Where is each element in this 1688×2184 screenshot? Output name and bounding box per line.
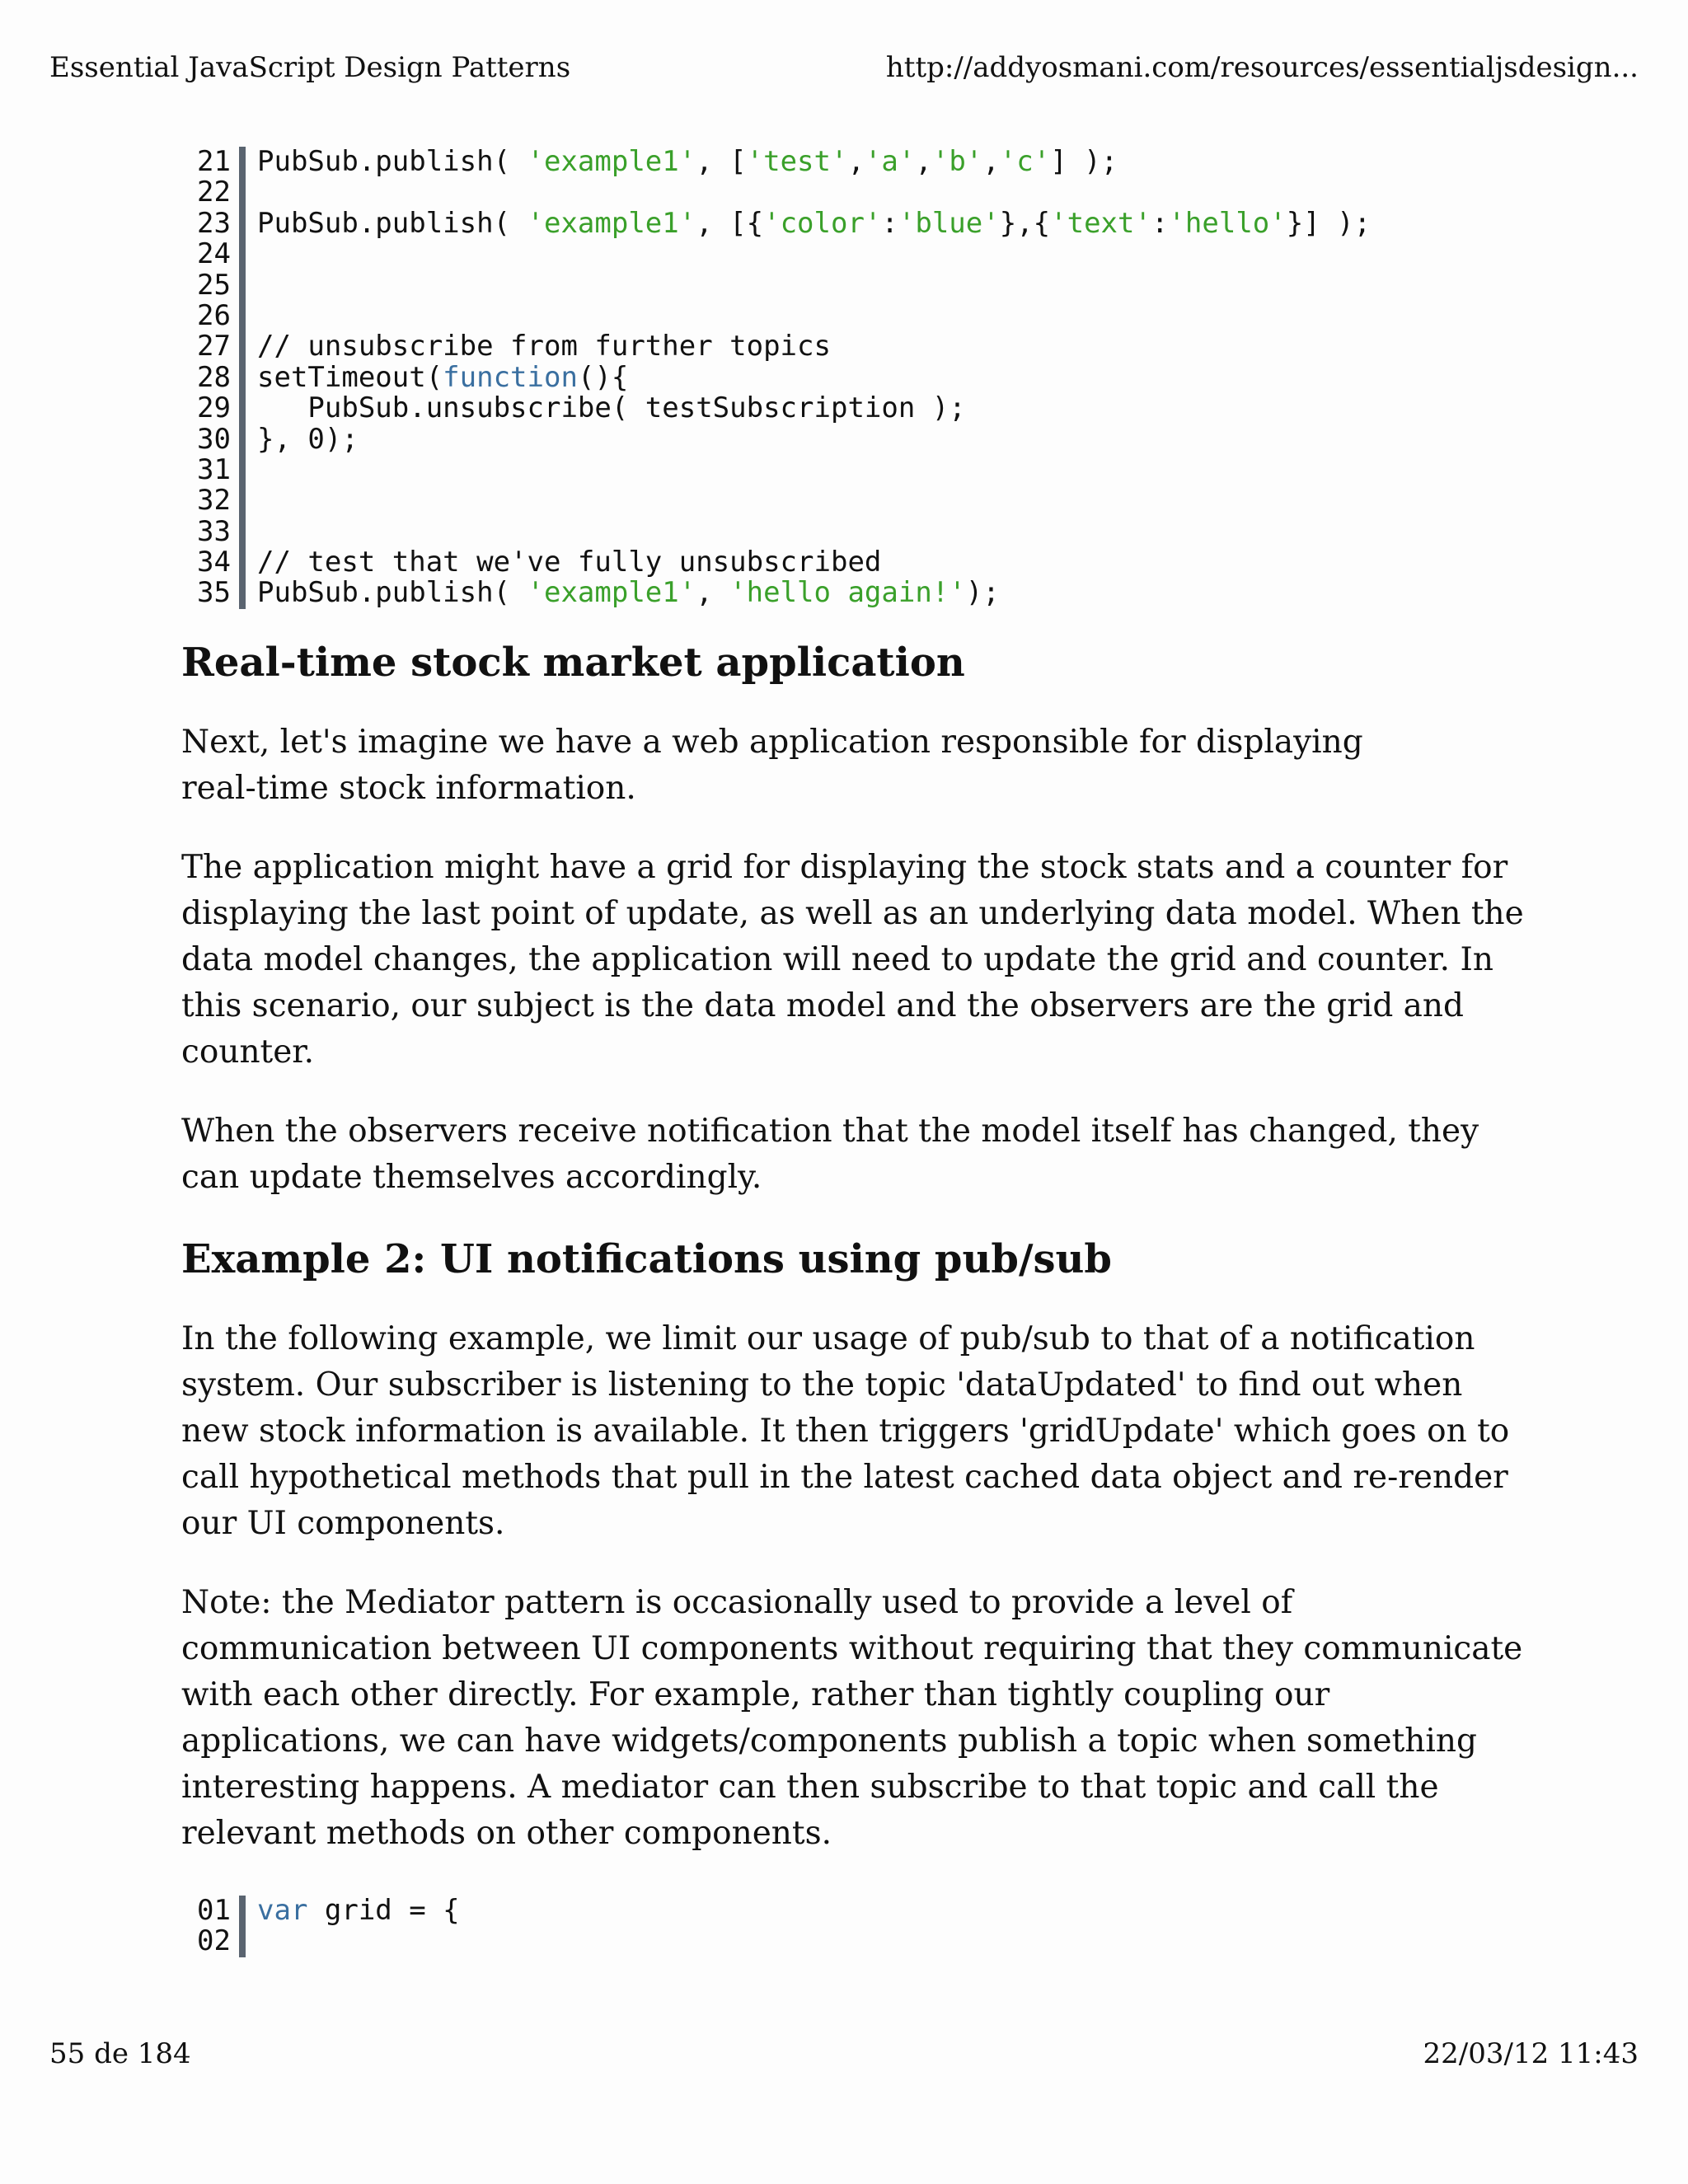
line-number: 23 — [197, 206, 231, 240]
print-datetime: 22/03/12 11:43 — [1423, 2037, 1639, 2070]
code-line — [181, 177, 1371, 208]
line-number: 22 — [197, 176, 231, 209]
code-line — [181, 514, 1371, 548]
section-stock-market — [181, 638, 1533, 1201]
code-token: , [{ — [696, 206, 764, 240]
code-text — [257, 393, 966, 424]
code-token: ] ); — [1050, 145, 1118, 178]
line-number: 29 — [197, 391, 231, 425]
line-number: 25 — [197, 268, 231, 302]
section-heading-stock-market: Real-time stock market application — [181, 640, 965, 686]
line-number: 30 — [197, 422, 231, 456]
code-string: 'hello' — [1168, 206, 1287, 240]
code-text — [257, 206, 1372, 240]
code-token: , — [915, 145, 932, 178]
paragraph: When the observers receive notification that the model itself has changed, they can update themselves accordingly. — [181, 1113, 1479, 1196]
code-token: ); — [965, 576, 1000, 610]
line-number: 33 — [197, 514, 231, 548]
code-block-pubsub-usage — [181, 147, 1371, 609]
code-string: 'a' — [864, 145, 916, 178]
code-string: 'test' — [746, 145, 848, 178]
code-string: 'example1' — [527, 145, 696, 178]
code-string: 'hello again!' — [729, 576, 966, 610]
code-string: 'example1' — [527, 576, 696, 610]
code-string: 'b' — [931, 145, 983, 178]
gutter-bar — [239, 1926, 246, 1957]
running-header-title: Essential JavaScript Design Patterns — [49, 51, 571, 84]
gutter-bar — [239, 424, 246, 455]
code-text — [257, 547, 881, 578]
gutter-bar — [239, 578, 246, 608]
line-number: 26 — [197, 298, 231, 332]
code-token: PubSub.publish( — [257, 206, 528, 240]
code-line — [181, 393, 1371, 424]
gutter-bar — [239, 393, 246, 424]
code-token: PubSub.unsubscribe( testSubscription ); — [257, 391, 966, 425]
line-number: 32 — [197, 484, 231, 518]
code-token: // test that we've fully unsubscribed — [257, 546, 882, 579]
line-number: 24 — [197, 237, 231, 271]
code-line — [181, 452, 1371, 486]
gutter-bar — [239, 301, 246, 331]
code-token: setTimeout( — [257, 360, 443, 394]
code-token: },{ — [999, 206, 1051, 240]
code-token: , — [847, 145, 865, 178]
code-line — [181, 1926, 460, 1957]
code-token: // unsubscribe from further topics — [257, 330, 831, 363]
gutter-bar — [239, 239, 246, 269]
line-number: 35 — [197, 576, 231, 610]
gutter-bar — [239, 270, 246, 301]
code-line — [181, 360, 1371, 394]
code-text — [257, 578, 1000, 608]
code-string: 'c' — [999, 145, 1051, 178]
code-token: (){ — [577, 360, 629, 394]
code-token: : — [1151, 206, 1169, 240]
paragraph: Next, let's imagine we have a web application responsible for displaying real-time stock information. — [181, 724, 1363, 807]
line-number: 34 — [197, 546, 231, 579]
paragraph: In the following example, we limit our usage of pub/sub to that of a notification system. Our subscriber is listening to the topic 'dataUpdated' to find out when new stock information is available. It then triggers 'gridUpdate' which goes on to call hypothetical methods that pull in the latest cached data object and re-render our UI components. — [181, 1320, 1510, 1542]
code-token: : — [881, 206, 898, 240]
code-line — [181, 206, 1372, 240]
gutter-bar — [239, 147, 246, 177]
code-text — [257, 331, 831, 362]
code-string: 'example1' — [527, 206, 696, 240]
line-number: 02 — [197, 1924, 231, 1958]
line-number: 31 — [197, 452, 231, 486]
gutter-bar — [239, 209, 246, 239]
code-token: }] ); — [1286, 206, 1372, 240]
line-number: 28 — [197, 360, 231, 394]
running-header-url: http://addyosmani.com/resources/essentialjsdesign... — [885, 51, 1639, 84]
gutter-bar — [239, 455, 246, 485]
code-token: , — [696, 576, 730, 610]
gutter-bar — [239, 331, 246, 362]
code-line — [181, 270, 1371, 301]
paragraph: The application might have a grid for displaying the stock stats and a counter for displaying the last point of update, as well as an underlying data model. When the data model changes, the application will need to update the grid and counter. In this scenario, our subject is the data model and the observers are the grid and counter. — [181, 849, 1524, 1071]
code-token: , [ — [696, 145, 747, 178]
code-line — [181, 298, 1371, 332]
code-text — [257, 360, 629, 394]
code-line — [181, 1896, 460, 1926]
code-line — [181, 331, 1371, 362]
line-number: 01 — [197, 1894, 231, 1927]
line-number: 21 — [197, 145, 231, 178]
section-ui-notifications — [181, 1235, 1533, 1857]
code-line — [181, 547, 1371, 578]
code-line — [181, 578, 1371, 608]
gutter-bar — [239, 517, 246, 547]
code-line — [181, 424, 1371, 455]
code-token: , — [982, 145, 1000, 178]
code-keyword: var — [257, 1894, 308, 1927]
line-number: 27 — [197, 330, 231, 363]
paragraph: Note: the Mediator pattern is occasionally used to provide a level of communication between UI components without requiring that they communicate with each other directly. For example, rather than tightly coupling our applications, we can have widgets/components publish a topic when something interesting happens. A mediator can then subscribe to that topic and call the relevant methods on other components. — [181, 1584, 1523, 1852]
code-line — [181, 485, 1371, 516]
gutter-bar — [239, 547, 246, 578]
code-line — [181, 147, 1371, 177]
section-heading-ui-notifications: Example 2: UI notifications using pub/sub — [181, 1236, 1112, 1282]
code-token: }, 0); — [257, 422, 359, 456]
gutter-bar — [239, 1896, 246, 1926]
code-token: PubSub.publish( — [257, 576, 528, 610]
code-string: 'blue' — [898, 206, 1000, 240]
code-token: PubSub.publish( — [257, 145, 528, 178]
code-text — [257, 1896, 460, 1926]
code-string: 'text' — [1050, 206, 1151, 240]
page-number: 55 de 184 — [49, 2037, 191, 2070]
code-text — [257, 147, 1118, 177]
code-text — [257, 424, 359, 455]
code-keyword: function — [443, 360, 578, 394]
gutter-bar — [239, 363, 246, 393]
code-string: 'color' — [763, 206, 882, 240]
gutter-bar — [239, 177, 246, 208]
code-token: grid = { — [307, 1894, 460, 1927]
code-block-grid — [181, 1896, 460, 1957]
gutter-bar — [239, 485, 246, 516]
code-line — [181, 239, 1371, 269]
